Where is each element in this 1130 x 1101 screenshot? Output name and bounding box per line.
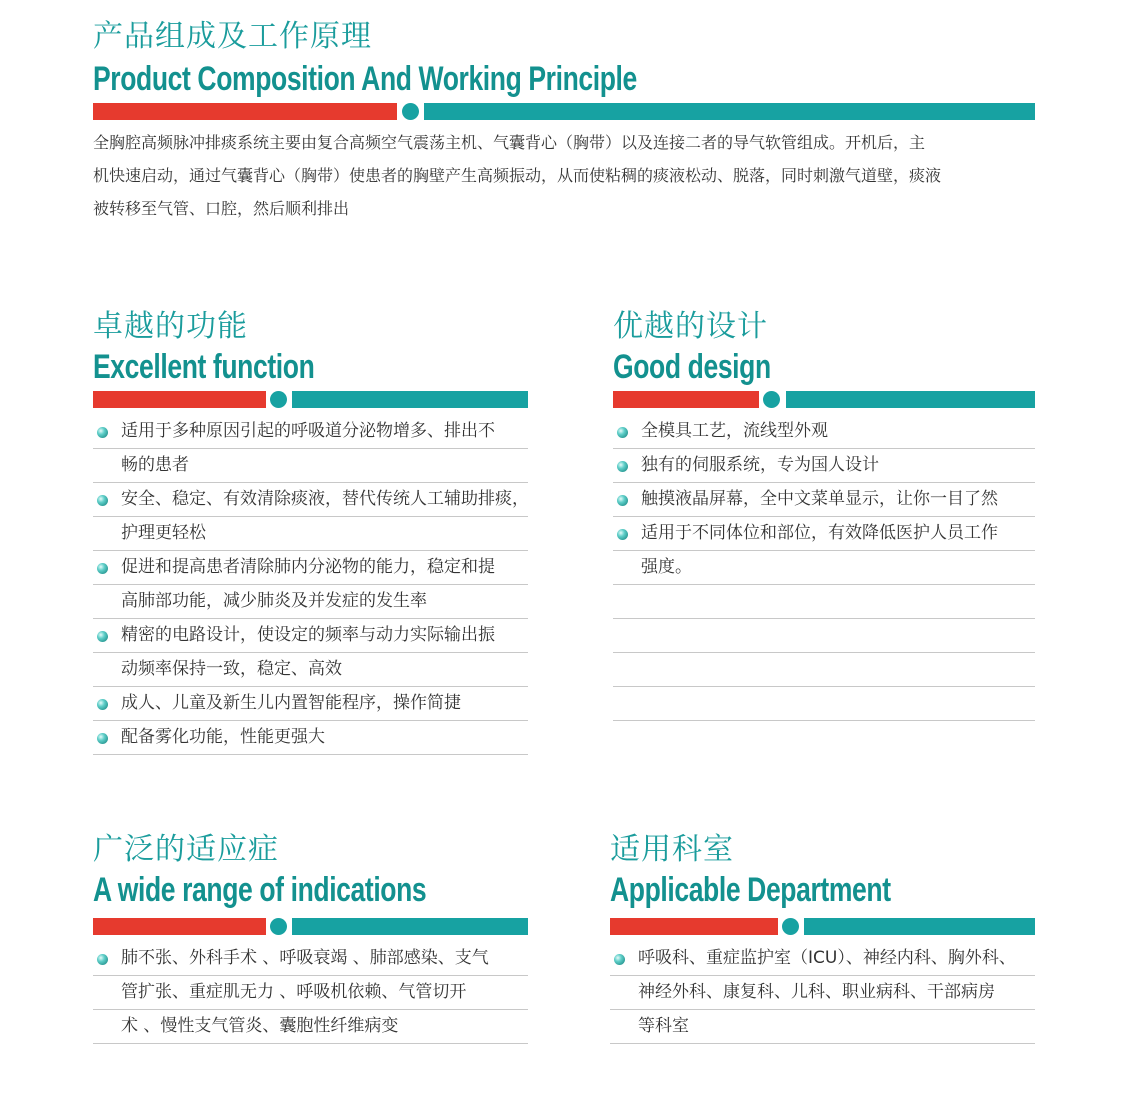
list-line-text: 术 、慢性支气管炎、囊胞性纤维病变 xyxy=(121,1016,399,1036)
page-title-zh: 产品组成及工作原理 xyxy=(93,19,372,54)
list-line xyxy=(93,687,528,721)
list-line-text: 动频率保持一致，稳定、高效 xyxy=(121,659,342,679)
list-line xyxy=(93,517,528,551)
bullet-icon xyxy=(614,954,625,965)
list-line xyxy=(613,517,1035,551)
list-line xyxy=(93,449,528,483)
list-line-text: 促进和提高患者清除肺内分泌物的能力，稳定和提 xyxy=(121,557,495,577)
list-line xyxy=(93,721,528,755)
list-line-text: 适用于多种原因引起的呼吸道分泌物增多、排出不 xyxy=(121,421,495,441)
bullet-icon xyxy=(617,495,628,506)
list-line-text: 成人、儿童及新生儿内置智能程序，操作简捷 xyxy=(121,693,461,713)
list-line xyxy=(610,976,1035,1010)
list-line-text: 高肺部功能，减少肺炎及并发症的发生率 xyxy=(121,591,427,611)
design-title-en: Good design xyxy=(613,348,771,386)
list-line xyxy=(93,585,528,619)
list-line xyxy=(610,1010,1035,1044)
list-line xyxy=(613,415,1035,449)
list-line xyxy=(93,1010,528,1044)
bullet-icon xyxy=(617,461,628,472)
list-line xyxy=(613,449,1035,483)
list-line xyxy=(93,483,528,517)
department-list xyxy=(610,942,1035,1044)
department-divider xyxy=(610,918,1035,935)
indications-title-en: A wide range of indications xyxy=(93,871,427,909)
indications-divider xyxy=(93,918,528,935)
list-line xyxy=(93,551,528,585)
bullet-icon xyxy=(617,427,628,438)
list-line xyxy=(93,415,528,449)
indications-list xyxy=(93,942,528,1044)
header-divider xyxy=(93,103,1035,120)
bullet-icon xyxy=(97,733,108,744)
bullet-icon xyxy=(97,563,108,574)
list-line-text: 呼吸科、重症监护室（ICU）、神经内科、胸外科、 xyxy=(638,948,1016,968)
bullet-icon xyxy=(97,495,108,506)
list-line xyxy=(613,483,1035,517)
list-line-text: 肺不张、外科手术 、呼吸衰竭 、肺部感染、支气 xyxy=(121,948,489,968)
list-line xyxy=(613,619,1035,653)
list-line xyxy=(93,976,528,1010)
design-title-zh: 优越的设计 xyxy=(613,309,768,344)
list-line-text: 畅的患者 xyxy=(121,455,189,475)
list-line-text: 独有的伺服系统，专为国人设计 xyxy=(641,455,879,475)
list-line-text: 精密的电路设计，使设定的频率与动力实际输出振 xyxy=(121,625,495,645)
intro-line: 被转移至气管、口腔，然后顺利排出 xyxy=(93,199,350,218)
bullet-icon xyxy=(97,954,108,965)
indications-title-zh: 广泛的适应症 xyxy=(93,832,279,867)
bullet-icon xyxy=(617,529,628,540)
list-line-text: 配备雾化功能，性能更强大 xyxy=(121,727,325,747)
list-line xyxy=(613,653,1035,687)
function-title-zh: 卓越的功能 xyxy=(93,309,248,344)
list-line-text: 安全、稳定、有效清除痰液，替代传统人工辅助排痰， xyxy=(121,489,529,509)
bullet-icon xyxy=(97,631,108,642)
page-title-en: Product Composition And Working Principle xyxy=(93,60,637,98)
intro-line: 全胸腔高频脉冲排痰系统主要由复合高频空气震荡主机、气囊背心（胸带）以及连接二者的导气软管组成。开机后，主 xyxy=(93,133,926,152)
function-list xyxy=(93,415,528,755)
list-line-text: 触摸液晶屏幕，全中文菜单显示，让你一目了然 xyxy=(641,489,998,509)
function-title-en: Excellent function xyxy=(93,348,315,386)
list-line-text: 全模具工艺，流线型外观 xyxy=(641,421,828,441)
design-list xyxy=(613,415,1035,721)
bullet-icon xyxy=(97,699,108,710)
list-line xyxy=(93,619,528,653)
function-divider xyxy=(93,391,528,408)
list-line xyxy=(613,551,1035,585)
list-line-text: 等科室 xyxy=(638,1016,689,1036)
list-line-text: 护理更轻松 xyxy=(121,523,206,543)
list-line xyxy=(610,942,1035,976)
department-title-en: Applicable Department xyxy=(610,871,891,909)
design-divider xyxy=(613,391,1035,408)
intro-paragraph xyxy=(93,126,1038,225)
list-line-text: 神经外科、康复科、儿科、职业病科、干部病房 xyxy=(638,982,995,1002)
list-line xyxy=(613,585,1035,619)
department-title-zh: 适用科室 xyxy=(610,832,734,867)
list-line-text: 适用于不同体位和部位，有效降低医护人员工作 xyxy=(641,523,998,543)
list-line xyxy=(613,687,1035,721)
intro-line: 机快速启动，通过气囊背心（胸带）使患者的胸壁产生高频振动，从而使粘稠的痰液松动、脱落，同时刺激气道壁，痰液 xyxy=(93,166,942,185)
list-line xyxy=(93,653,528,687)
list-line-text: 强度。 xyxy=(641,557,692,577)
bullet-icon xyxy=(97,427,108,438)
list-line-text: 管扩张、重症肌无力 、呼吸机依赖、气管切开 xyxy=(121,982,467,1002)
list-line xyxy=(93,942,528,976)
